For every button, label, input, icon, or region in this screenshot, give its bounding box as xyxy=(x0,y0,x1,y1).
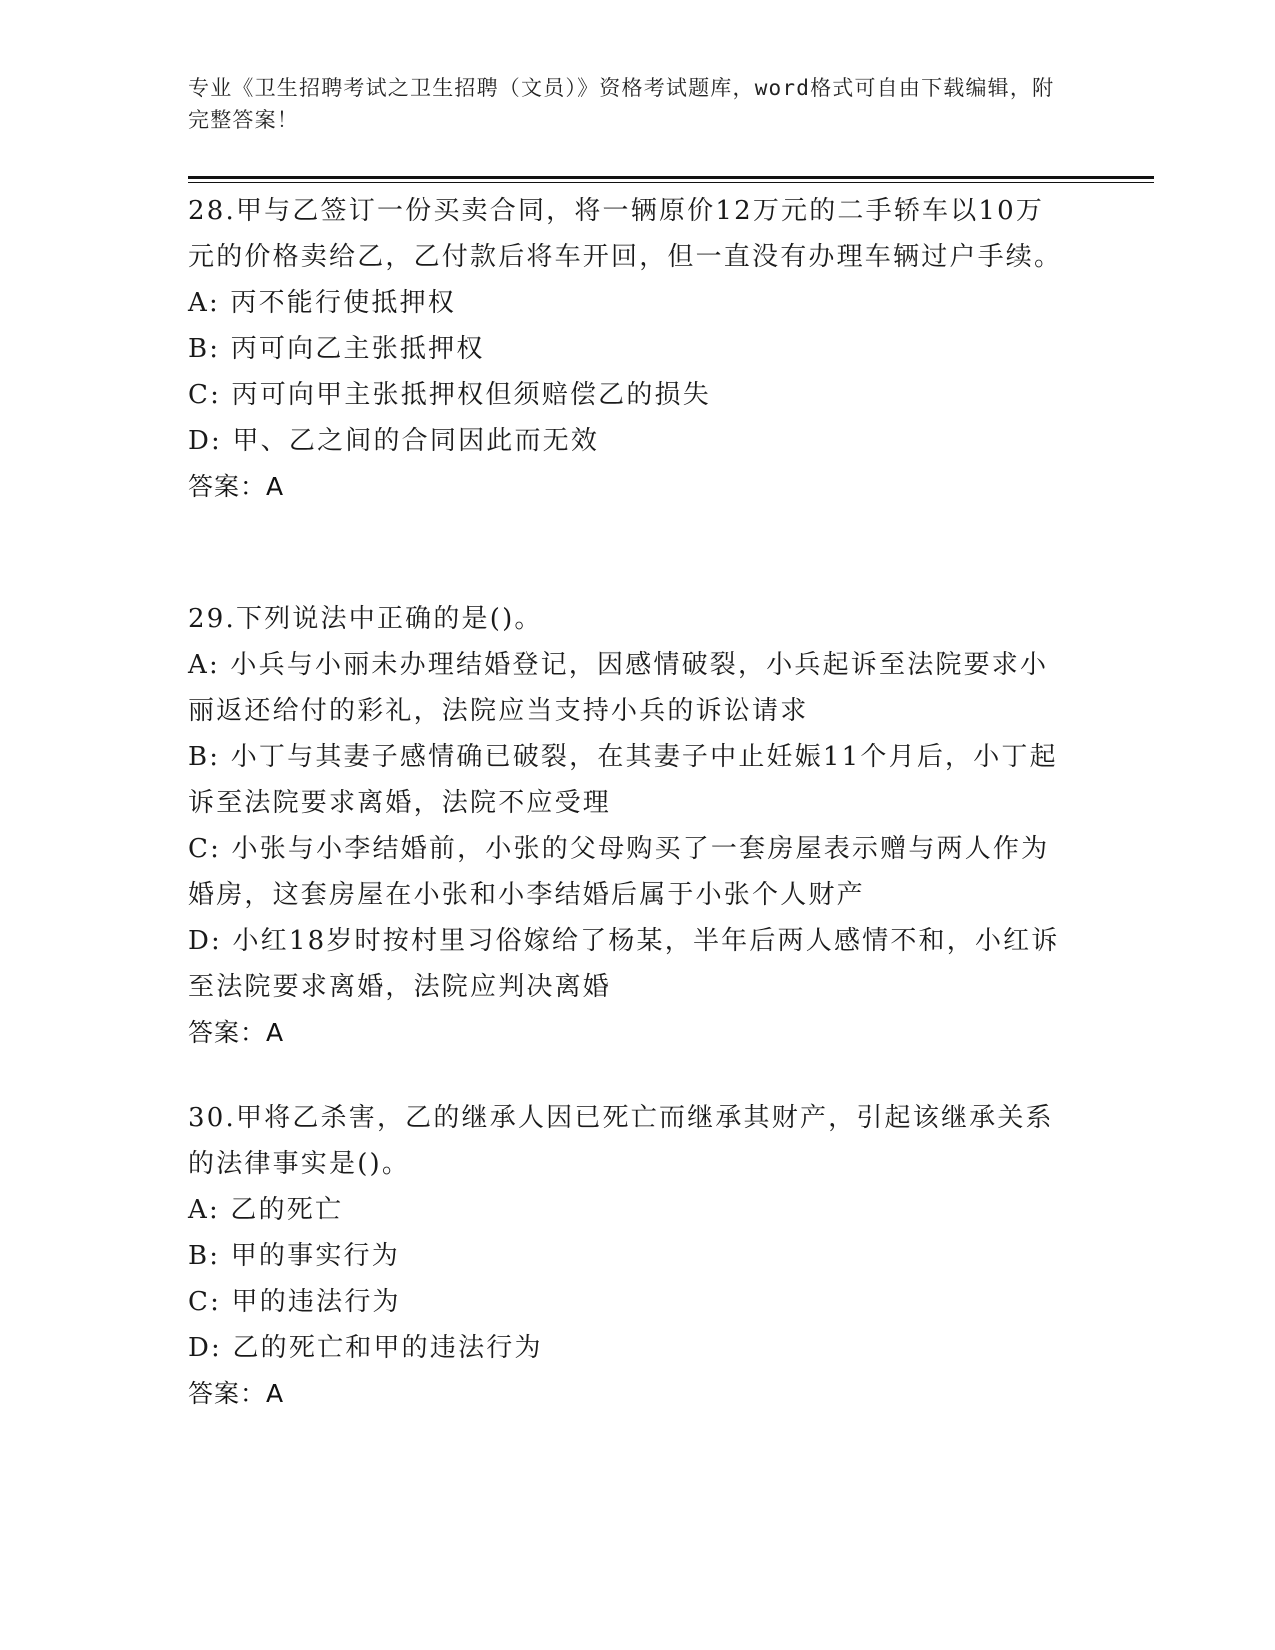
header-divider-thick xyxy=(188,176,1154,179)
option-d: D: 甲、乙之间的合同因此而无效 xyxy=(188,426,600,456)
option-c: C: 甲的违法行为 xyxy=(188,1287,401,1317)
question-stem: 29.下列说法中正确的是()。 xyxy=(188,604,543,634)
answer-label: 答案： xyxy=(188,1379,267,1408)
option-a: A: 小兵与小丽未办理结婚登记，因感情破裂，小兵起诉至法院要求小丽返还给付的彩礼，法院应当支持小兵的诉讼请求 xyxy=(188,650,1049,726)
document-header: 专业《卫生招聘考试之卫生招聘（文员）》资格考试题库，word格式可自由下载编辑，附完整答案！ xyxy=(188,76,1055,132)
answer-label: 答案： xyxy=(188,1018,267,1047)
option-b: B: 甲的事实行为 xyxy=(188,1241,400,1271)
question-stem: 30.甲将乙杀害，乙的继承人因已死亡而继承其财产，引起该继承关系的法律事实是()。 xyxy=(188,1103,1054,1179)
option-c: C: 丙可向甲主张抵押权但须赔偿乙的损失 xyxy=(188,380,711,410)
option-d: D: 乙的死亡和甲的违法行为 xyxy=(188,1333,543,1363)
answer-label: 答案： xyxy=(188,472,267,501)
question-30 xyxy=(188,1095,1068,1417)
answer-line xyxy=(188,1010,1068,1056)
option-a: A: 乙的死亡 xyxy=(188,1195,344,1225)
answer-line xyxy=(188,464,1068,510)
answer-value: A xyxy=(266,1018,285,1047)
option-a: A: 丙不能行使抵押权 xyxy=(188,288,457,318)
option-d: D: 小红18岁时按村里习俗嫁给了杨某，半年后两人感情不和，小红诉至法院要求离婚，法院应判决离婚 xyxy=(188,926,1060,1002)
answer-value: A xyxy=(266,472,285,501)
option-b: B: 丙可向乙主张抵押权 xyxy=(188,334,485,364)
question-29 xyxy=(188,596,1068,1056)
answer-value: A xyxy=(266,1379,285,1408)
question-28 xyxy=(188,188,1068,510)
question-stem: 28.甲与乙签订一份买卖合同，将一辆原价12万元的二手轿车以10万元的价格卖给乙，乙付款后将车开回，但一直没有办理车辆过户手续。 xyxy=(188,196,1063,272)
answer-line xyxy=(188,1371,1068,1417)
option-c: C: 小张与小李结婚前，小张的父母购买了一套房屋表示赠与两人作为婚房，这套房屋在小张和小李结婚后属于小张个人财产 xyxy=(188,834,1050,910)
option-b: B: 小丁与其妻子感情确已破裂，在其妻子中止妊娠11个月后，小丁起诉至法院要求离婚，法院不应受理 xyxy=(188,742,1058,818)
header-divider-thin xyxy=(188,182,1154,183)
